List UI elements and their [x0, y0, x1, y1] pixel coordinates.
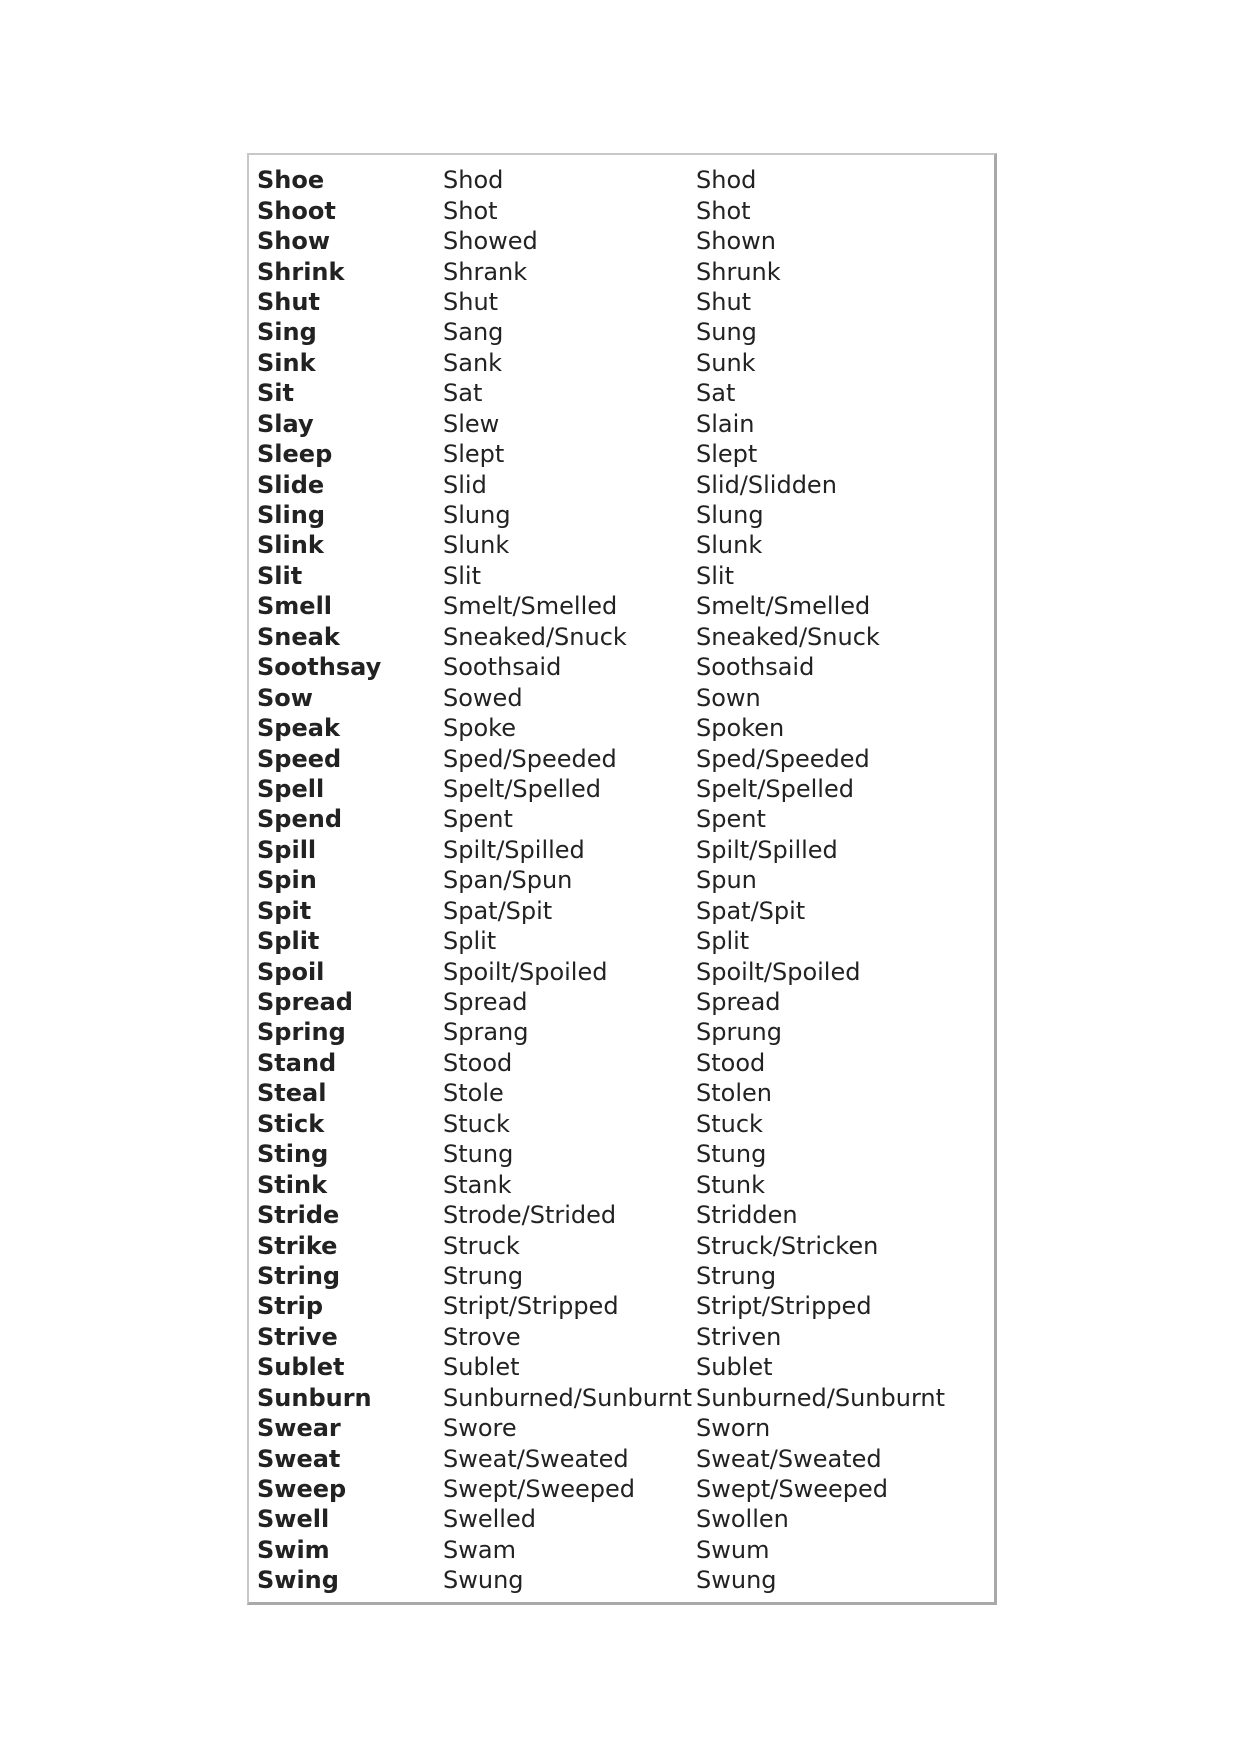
past-simple-cell: Slit — [443, 561, 481, 590]
past-participle-cell: Sped/Speeded — [696, 744, 870, 773]
past-participle-cell: Stuck — [696, 1109, 763, 1138]
verb-row — [257, 195, 986, 225]
past-participle-cell: Spent — [696, 805, 766, 834]
base-form-cell: Sublet — [257, 1353, 345, 1382]
verb-row — [257, 1139, 986, 1169]
verb-row — [257, 774, 986, 804]
verb-row — [257, 256, 986, 286]
past-participle-cell: Sublet — [696, 1353, 773, 1382]
past-participle-cell: Slain — [696, 409, 755, 438]
past-participle-cell: Smelt/Smelled — [696, 592, 871, 621]
base-form-cell: Sunburn — [257, 1383, 372, 1412]
past-participle-cell: Spoken — [696, 714, 785, 743]
verb-row — [257, 500, 986, 530]
past-simple-cell: Slid — [443, 470, 487, 499]
past-simple-cell: Stood — [443, 1048, 513, 1077]
past-simple-cell: Sneaked/Snuck — [443, 622, 627, 651]
verb-row — [257, 1017, 986, 1047]
past-participle-cell: Spat/Spit — [696, 896, 806, 925]
base-form-cell: Sling — [257, 501, 326, 530]
verb-row — [257, 561, 986, 591]
verb-row — [257, 713, 986, 743]
past-participle-cell: Stung — [696, 1140, 767, 1169]
past-participle-cell: Sunburned/Sunburnt — [696, 1383, 946, 1412]
past-simple-cell: Sunburned/Sunburnt — [443, 1383, 693, 1412]
verb-row — [257, 1352, 986, 1382]
base-form-cell: Sing — [257, 318, 317, 347]
verb-row — [257, 835, 986, 865]
verb-row — [257, 956, 986, 986]
base-form-cell: Speed — [257, 744, 342, 773]
verb-row — [257, 896, 986, 926]
past-participle-cell: Shown — [696, 227, 776, 256]
past-simple-cell: Slew — [443, 409, 500, 438]
base-form-cell: Spill — [257, 835, 317, 864]
past-simple-cell: Stript/Stripped — [443, 1292, 619, 1321]
past-simple-cell: Span/Spun — [443, 866, 573, 895]
past-participle-cell: Slid/Slidden — [696, 470, 837, 499]
past-participle-cell: Swept/Sweeped — [696, 1475, 888, 1504]
past-participle-cell: Sweat/Sweated — [696, 1444, 882, 1473]
base-form-cell: Sleep — [257, 440, 333, 469]
base-form-cell: Shrink — [257, 257, 345, 286]
verb-row — [257, 622, 986, 652]
base-form-cell: Stand — [257, 1048, 337, 1077]
past-simple-cell: Sped/Speeded — [443, 744, 617, 773]
verb-row — [257, 1169, 986, 1199]
past-simple-cell: Spent — [443, 805, 513, 834]
base-form-cell: Strip — [257, 1292, 323, 1321]
past-participle-cell: Shrunk — [696, 257, 781, 286]
past-participle-cell: Spelt/Spelled — [696, 774, 854, 803]
past-simple-cell: Stole — [443, 1079, 504, 1108]
past-simple-cell: Spoke — [443, 714, 516, 743]
base-form-cell: Spit — [257, 896, 312, 925]
past-participle-cell: Shut — [696, 287, 752, 316]
past-simple-cell: Soothsaid — [443, 653, 562, 682]
past-simple-cell: Spoilt/Spoiled — [443, 957, 608, 986]
irregular-verbs-table-frame — [247, 153, 997, 1605]
base-form-cell: Shut — [257, 287, 320, 316]
past-simple-cell: Sat — [443, 379, 483, 408]
base-form-cell: Slink — [257, 531, 324, 560]
base-form-cell: Slit — [257, 561, 303, 590]
verb-row — [257, 591, 986, 621]
past-participle-cell: Swollen — [696, 1505, 789, 1534]
past-simple-cell: Sowed — [443, 683, 523, 712]
past-participle-cell: Slept — [696, 440, 758, 469]
past-simple-cell: Stung — [443, 1140, 514, 1169]
base-form-cell: Slide — [257, 470, 325, 499]
past-simple-cell: Stank — [443, 1170, 512, 1199]
past-participle-cell: Stridden — [696, 1201, 798, 1230]
past-simple-cell: Showed — [443, 227, 538, 256]
base-form-cell: Show — [257, 227, 331, 256]
verb-row — [257, 652, 986, 682]
verb-row — [257, 743, 986, 773]
past-participle-cell: Strung — [696, 1261, 777, 1290]
past-simple-cell: Shod — [443, 166, 504, 195]
base-form-cell: Spring — [257, 1018, 346, 1047]
past-participle-cell: Sworn — [696, 1414, 771, 1443]
past-simple-cell: Sank — [443, 348, 503, 377]
base-form-cell: Spin — [257, 866, 317, 895]
verb-row — [257, 1230, 986, 1260]
past-simple-cell: Sweat/Sweated — [443, 1444, 629, 1473]
verb-row — [257, 1200, 986, 1230]
past-participle-cell: Slunk — [696, 531, 763, 560]
base-form-cell: Spread — [257, 988, 353, 1017]
verb-row — [257, 1383, 986, 1413]
past-participle-cell: Stript/Stripped — [696, 1292, 872, 1321]
past-participle-cell: Shot — [696, 196, 751, 225]
base-form-cell: Strike — [257, 1231, 338, 1260]
past-participle-cell: Sprung — [696, 1018, 782, 1047]
past-participle-cell: Spread — [696, 988, 781, 1017]
base-form-cell: Shoe — [257, 166, 325, 195]
base-form-cell: Swell — [257, 1505, 330, 1534]
base-form-cell: Soothsay — [257, 653, 382, 682]
past-participle-cell: Swum — [696, 1535, 770, 1564]
base-form-cell: Spell — [257, 774, 325, 803]
base-form-cell: Stink — [257, 1170, 328, 1199]
verb-row — [257, 1322, 986, 1352]
verb-row — [257, 1291, 986, 1321]
past-simple-cell: Swept/Sweeped — [443, 1475, 635, 1504]
past-simple-cell: Sang — [443, 318, 504, 347]
verb-row — [257, 1474, 986, 1504]
past-participle-cell: Sunk — [696, 348, 756, 377]
past-simple-cell: Slunk — [443, 531, 510, 560]
past-simple-cell: Slung — [443, 501, 511, 530]
base-form-cell: Swear — [257, 1414, 341, 1443]
past-participle-cell: Striven — [696, 1322, 782, 1351]
past-participle-cell: Slit — [696, 561, 734, 590]
past-simple-cell: Shut — [443, 287, 499, 316]
verb-row — [257, 1078, 986, 1108]
verb-row — [257, 926, 986, 956]
past-simple-cell: Spilt/Spilled — [443, 835, 585, 864]
verb-row — [257, 348, 986, 378]
past-participle-cell: Swung — [696, 1566, 777, 1595]
past-simple-cell: Spelt/Spelled — [443, 774, 601, 803]
base-form-cell: Swim — [257, 1535, 330, 1564]
base-form-cell: Spoil — [257, 957, 325, 986]
past-participle-cell: Stood — [696, 1048, 766, 1077]
past-simple-cell: Split — [443, 927, 497, 956]
past-participle-cell: Struck/Stricken — [696, 1231, 879, 1260]
past-simple-cell: Sublet — [443, 1353, 520, 1382]
base-form-cell: Speak — [257, 714, 340, 743]
past-simple-cell: Spread — [443, 988, 528, 1017]
verb-row — [257, 317, 986, 347]
past-simple-cell: Shrank — [443, 257, 528, 286]
verb-rows — [257, 165, 986, 1596]
base-form-cell: Sow — [257, 683, 313, 712]
verb-row — [257, 804, 986, 834]
base-form-cell: String — [257, 1261, 341, 1290]
past-simple-cell: Sprang — [443, 1018, 529, 1047]
past-participle-cell: Spilt/Spilled — [696, 835, 838, 864]
base-form-cell: Steal — [257, 1079, 327, 1108]
past-simple-cell: Slept — [443, 440, 505, 469]
verb-row — [257, 165, 986, 195]
base-form-cell: Stride — [257, 1201, 340, 1230]
verb-row — [257, 439, 986, 469]
verb-row — [257, 1109, 986, 1139]
past-simple-cell: Smelt/Smelled — [443, 592, 618, 621]
base-form-cell: Sneak — [257, 622, 340, 651]
verb-row — [257, 1504, 986, 1534]
base-form-cell: Split — [257, 927, 320, 956]
past-participle-cell: Stunk — [696, 1170, 765, 1199]
past-participle-cell: Sown — [696, 683, 761, 712]
past-simple-cell: Swelled — [443, 1505, 536, 1534]
base-form-cell: Spend — [257, 805, 343, 834]
past-simple-cell: Stuck — [443, 1109, 510, 1138]
past-simple-cell: Strode/Strided — [443, 1201, 617, 1230]
verb-row — [257, 865, 986, 895]
base-form-cell: Stick — [257, 1109, 325, 1138]
past-participle-cell: Spun — [696, 866, 757, 895]
base-form-cell: Smell — [257, 592, 333, 621]
verb-row — [257, 1565, 986, 1595]
base-form-cell: Shoot — [257, 196, 336, 225]
verb-row — [257, 1535, 986, 1565]
base-form-cell: Slay — [257, 409, 314, 438]
past-participle-cell: Soothsaid — [696, 653, 815, 682]
base-form-cell: Sweep — [257, 1475, 347, 1504]
past-participle-cell: Sneaked/Snuck — [696, 622, 880, 651]
base-form-cell: Sweat — [257, 1444, 341, 1473]
past-participle-cell: Sung — [696, 318, 757, 347]
verb-row — [257, 1413, 986, 1443]
past-simple-cell: Struck — [443, 1231, 520, 1260]
past-simple-cell: Swore — [443, 1414, 517, 1443]
base-form-cell: Sink — [257, 348, 316, 377]
past-participle-cell: Slung — [696, 501, 764, 530]
verb-row — [257, 226, 986, 256]
verb-row — [257, 378, 986, 408]
past-participle-cell: Shod — [696, 166, 757, 195]
past-simple-cell: Swam — [443, 1535, 516, 1564]
verb-row — [257, 409, 986, 439]
base-form-cell: Sit — [257, 379, 294, 408]
past-simple-cell: Strove — [443, 1322, 521, 1351]
verb-row — [257, 1048, 986, 1078]
verb-row — [257, 1443, 986, 1473]
past-participle-cell: Stolen — [696, 1079, 772, 1108]
past-participle-cell: Sat — [696, 379, 736, 408]
past-participle-cell: Split — [696, 927, 750, 956]
verb-row — [257, 469, 986, 499]
irregular-verbs-table — [257, 165, 986, 1596]
verb-row — [257, 987, 986, 1017]
verb-row — [257, 682, 986, 712]
base-form-cell: Sting — [257, 1140, 329, 1169]
verb-row — [257, 1261, 986, 1291]
verb-row — [257, 530, 986, 560]
base-form-cell: Swing — [257, 1566, 339, 1595]
verb-row — [257, 287, 986, 317]
base-form-cell: Strive — [257, 1322, 338, 1351]
past-simple-cell: Spat/Spit — [443, 896, 553, 925]
past-simple-cell: Swung — [443, 1566, 524, 1595]
past-simple-cell: Shot — [443, 196, 498, 225]
past-participle-cell: Spoilt/Spoiled — [696, 957, 861, 986]
past-simple-cell: Strung — [443, 1261, 524, 1290]
